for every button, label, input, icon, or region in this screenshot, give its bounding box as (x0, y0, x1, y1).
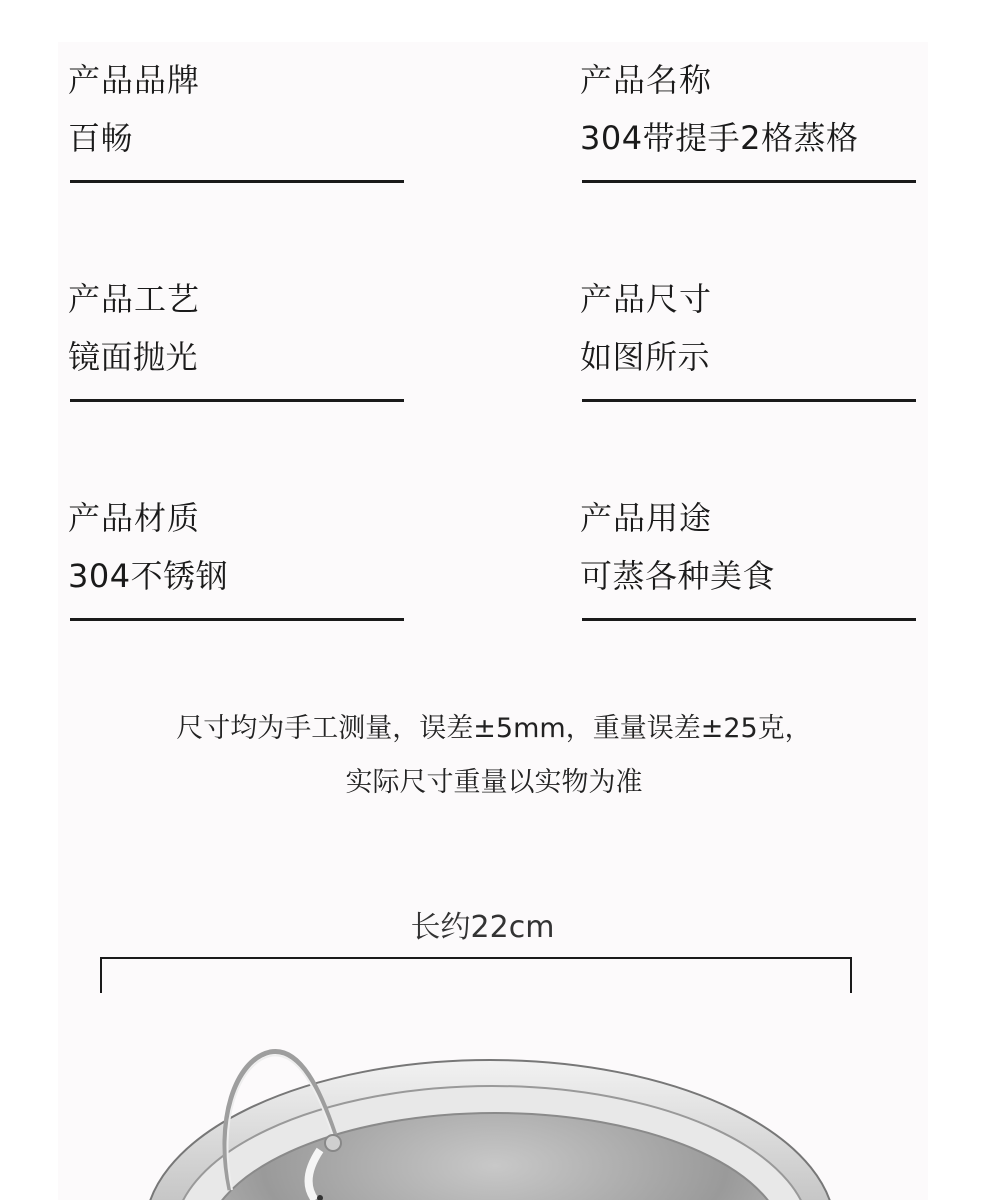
spec-usage-label: 产品用途 (580, 499, 713, 537)
divider-line (70, 618, 404, 621)
steamer-illustration (0, 1040, 988, 1200)
spec-usage-value: 可蒸各种美食 (580, 557, 776, 595)
measurement-note-line2: 实际尺寸重量以实物为准 (345, 767, 643, 798)
spec-name-label: 产品名称 (580, 61, 713, 99)
spec-name-value: 304带提手2格蒸格 (580, 119, 859, 157)
divider-line (582, 399, 916, 402)
spec-size-label: 产品尺寸 (580, 280, 713, 318)
spec-material-label: 产品材质 (68, 499, 201, 537)
divider-line (582, 618, 916, 621)
dimension-label: 长约22cm (410, 910, 555, 945)
dimension-bracket (100, 957, 852, 993)
measurement-note-line1: 尺寸均为手工测量，误差±5mm，重量误差±25克， (176, 713, 812, 744)
spec-brand-value: 百畅 (68, 119, 134, 157)
spec-brand-label: 产品品牌 (68, 61, 201, 99)
spec-process-value: 镜面抛光 (68, 338, 199, 376)
divider-line (582, 180, 916, 183)
spec-size-value: 如图所示 (580, 338, 711, 376)
divider-line (70, 180, 404, 183)
spec-process-label: 产品工艺 (68, 280, 201, 318)
spec-material-value: 304不锈钢 (68, 557, 229, 595)
background-panel (58, 42, 928, 1200)
divider-line (70, 399, 404, 402)
